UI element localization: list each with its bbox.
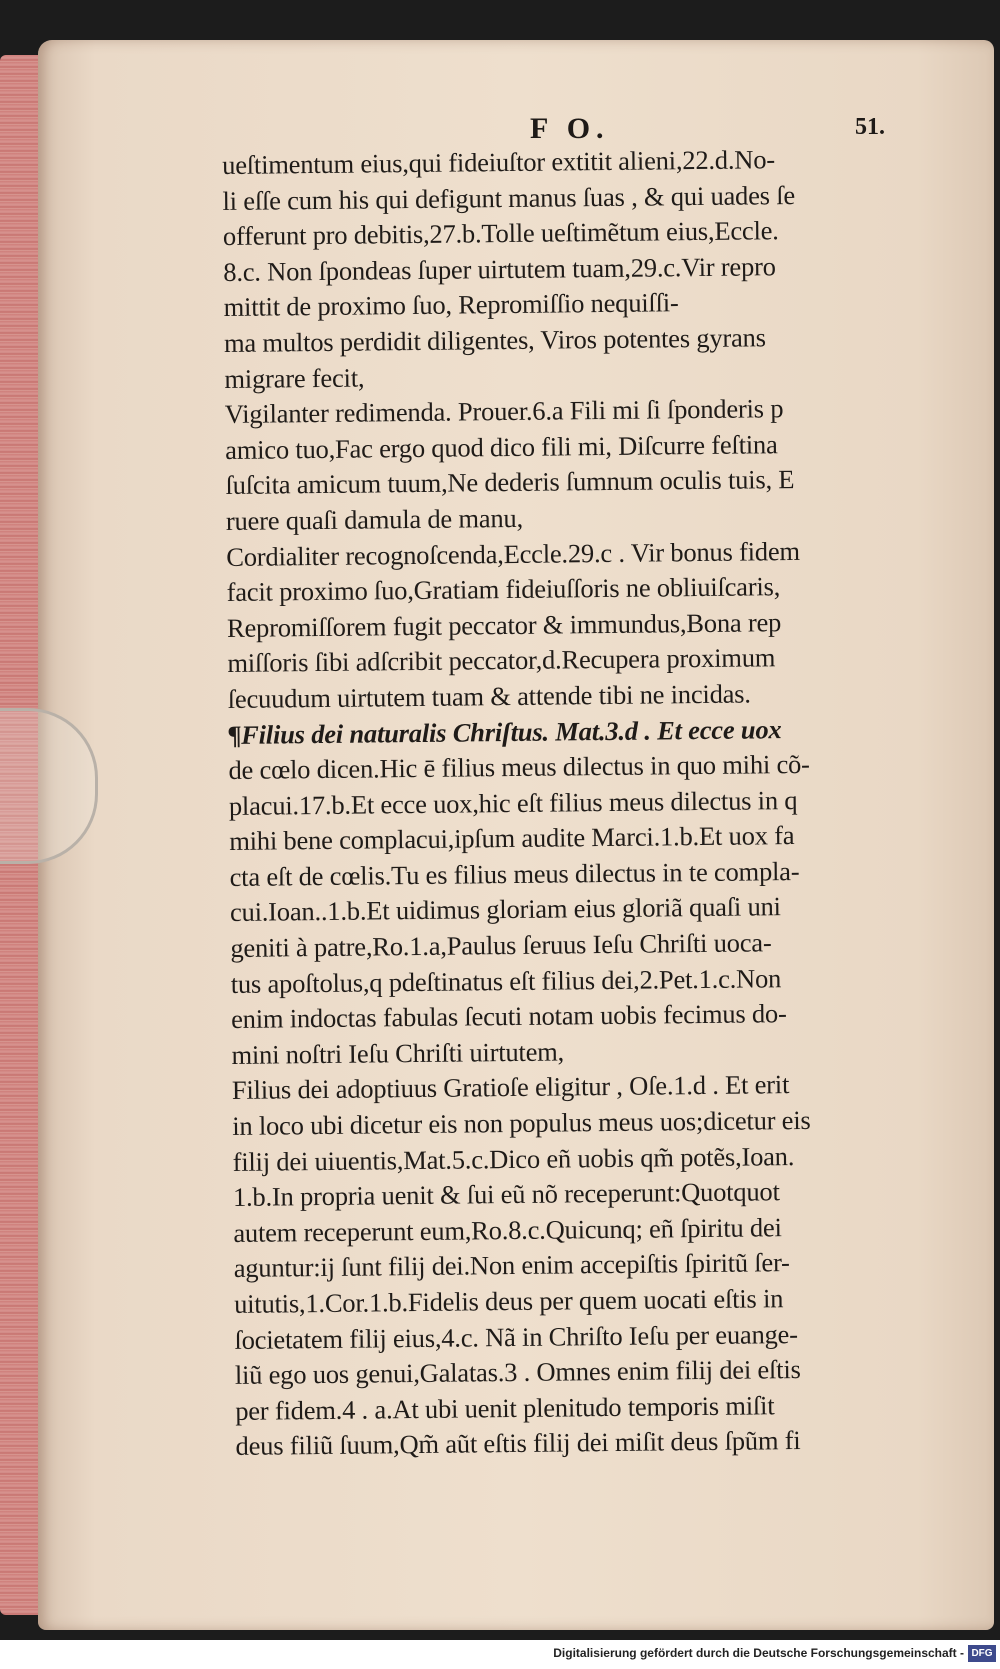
text-line: mittit de proximo ſuo, Repromiſſio nequiſſi-	[223, 287, 679, 323]
text-line: filij dei uiuentis,Mat.5.c.Dico eñ uobis qm̃ potẽs,Ioan.	[232, 1140, 795, 1177]
text-line: li eſſe cum his qui defigunt manus ſuas , & qui uades ſe	[222, 179, 796, 216]
digitization-footer	[0, 1640, 1000, 1669]
page-number: 51.	[855, 114, 885, 140]
text-line: ueſtimentum eius,qui fideiuſtor extitit alieni,22.d.No-	[222, 144, 776, 180]
text-line: uitutis,1.Cor.1.b.Fidelis deus per quem uocati eſtis in	[233, 1283, 784, 1319]
text-line: autem receperunt eum,Ro.8.c.Quicunq; eñ ſpiritu dei	[233, 1212, 782, 1248]
text-line: migrare fecit,	[224, 362, 365, 394]
text-line: geniti à patre,Ro.1.a,Paulus ſeruus Ieſu Chriſti uoca-	[230, 927, 772, 964]
text-line: cui.Ioan..1.b.Et uidimus gloriam eius gloriã quaſi uni	[229, 891, 781, 928]
body-text	[222, 141, 936, 1465]
text-line: Vigilanter redimenda. Prouer.6.a Fili mi ſi ſponderis p	[224, 393, 784, 430]
text-line: ma multos perdidit diligentes, Viros potentes gyrans	[223, 322, 766, 358]
text-line: Repromiſſorem fugit peccator & immundus,Bona rep	[226, 606, 782, 643]
text-line: Cordialiter recognoſcenda,Eccle.29.c . Vir bonus fidem	[226, 535, 801, 572]
text-line: ſocietatem filij eius,4.c. Nã in Chriſto Ieſu per euange-	[234, 1318, 798, 1355]
text-line: facit proximo ſuo,Gratiam fideiuſſoris ne obliuiſcaris,	[226, 571, 781, 608]
text-line: enim indoctas fabulas ſecuti notam uobis fecimus do-	[230, 998, 787, 1035]
funding-credit: Digitalisierung gefördert durch die Deutsche Forschungsgemeinschaft -	[553, 1646, 964, 1660]
text-line: placui.17.b.Et ecce uox,hic eſt filius meus dilectus in q	[228, 784, 798, 821]
text-line: Filius dei adoptiuus Gratioſe eligitur , Oſe.1.d . Et erit	[231, 1069, 790, 1106]
text-line: aguntur:ij ſunt filij dei.Non enim accepiſtis ſpiritũ ſer-	[233, 1247, 790, 1284]
text-line: liũ ego uos genui,Galatas.3 . Omnes enim filij dei eſtis	[234, 1354, 801, 1391]
text-line: miſſoris ſibi adſcribit peccator,d.Recupera proximum	[227, 642, 776, 679]
text-line: cta eſt de cœlis.Tu es filius meus dilectus in te compla-	[229, 855, 800, 892]
text-line: ſuſcita amicum tuum,Ne dederis ſumnum oculis tuis, E	[225, 464, 795, 501]
text-line: in loco ubi dicetur eis non populus meus uos;dicetur eis	[232, 1104, 811, 1141]
dfg-logo: DFG	[968, 1645, 996, 1662]
text-line: mihi bene complacui,ipſum audite Marci.1.b.Et uox fa	[229, 820, 795, 857]
text-line: offerunt pro debitis,27.b.Tolle ueſtimẽtum eius,Eccle.	[222, 215, 779, 252]
text-line: deus filiũ ſuum,Qm̃ aũt eſtis filij dei miſit deus ſpũm fi	[235, 1425, 801, 1462]
section-heading-line: ¶Filius dei naturalis Chriſtus. Mat.3.d . Et ecce uox	[227, 713, 782, 750]
folio-label: F O.	[530, 112, 610, 145]
text-line: 1.b.In propria uenit & ſui eũ nõ receperunt:Quotquot	[232, 1176, 780, 1213]
text-line: de cœlo dicen.Hic ē filius meus dilectus in quo mihi cõ-	[228, 748, 810, 786]
text-line: tus apoſtolus,q pdeſtinatus eſt filius dei,2.Pet.1.c.Non	[230, 962, 782, 999]
text-line: amico tuo,Fac ergo quod dico fili mi, Diſcurre feſtina	[225, 428, 778, 465]
text-line: per fidem.4 . a.At ubi uenit plenitudo temporis miſit	[235, 1390, 775, 1426]
text-line: ſecuudum uirtutem tuam & attende tibi ne incidas.	[227, 678, 751, 714]
text-line: mini noſtri Ieſu Chriſti uirtutem,	[231, 1036, 565, 1070]
text-line: ruere quaſi damula de manu,	[225, 502, 524, 536]
text-line: 8.c. Non ſpondeas ſuper uirtutem tuam,29.c.Vir repro	[223, 250, 776, 287]
